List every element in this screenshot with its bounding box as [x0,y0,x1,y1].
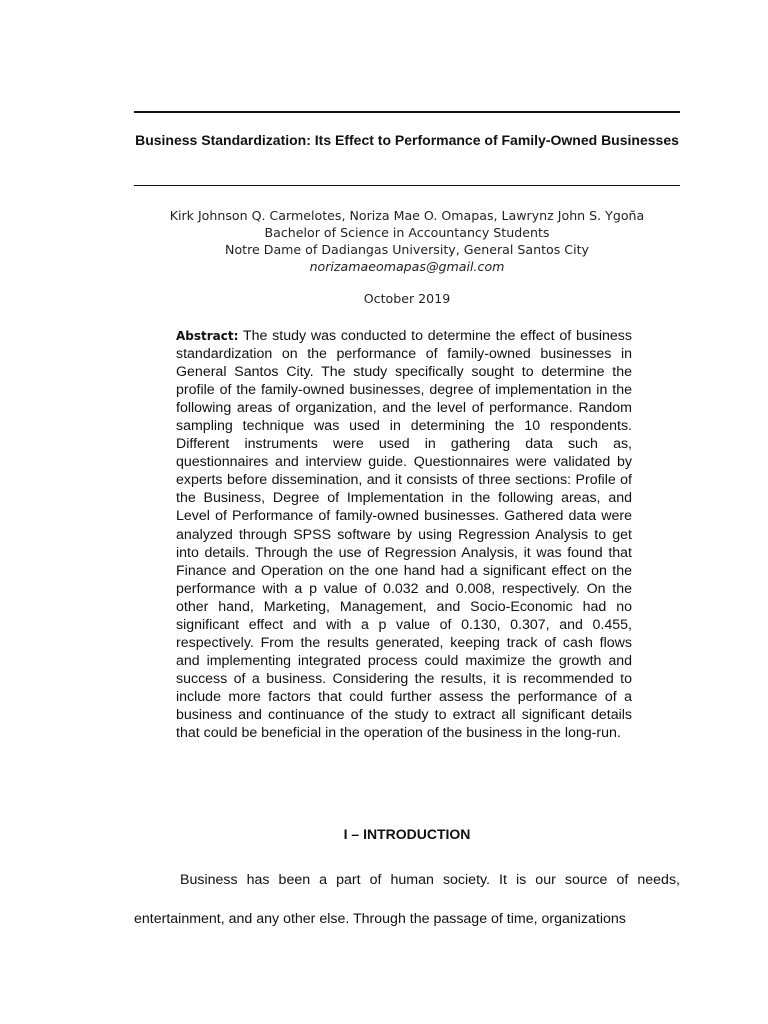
abstract-text: The study was conducted to determine the effect of business standardization on the performance of family-owned businesses in General Santos City. The study specifically sought to determine the profile of the family-owned businesses, degree of implementation in the following areas of organization, and the level of performance. Random sampling technique was used in determining the 10 respondents. Different instruments were used in gathering data such as, questionnaires and interview guide. Questionnaires were validated by experts before dissemination, and it consists of three sections: Profile of the Business, Degree of Implementation in the following areas, and Level of Performance of family-owned businesses. Gathered data were analyzed through SPSS software by using Regression Analysis to get into details. Through the use of Regression Analysis, it was found that Finance and Operation on the one hand had a significant effect on the performance with a p value of 0.032 and 0.008, respectively. On the other hand, Marketing, Management, and Socio-Economic had no significant effect and with a p value of 0.130, 0.307, and 0.455, respectively. From the results generated, keeping track of cash flows and implementing integrated process could maximize the growth and success of a business. Considering the results, it is recommended to include more factors that could further assess the performance of a business and continuance of the study to extract all significant details that could be beneficial in the operation of the business in the long-run. [176,328,632,742]
author-names: Kirk Johnson Q. Carmelotes, Noriza Mae O. Omapas, Lawrynz John S. Ygoña [169,208,645,223]
section-heading-introduction: I – INTRODUCTION [343,826,471,842]
top-rule [134,111,680,113]
abstract-label: Abstract: [176,329,239,343]
title-rule [134,185,680,186]
author-affiliation: Notre Dame of Dadiangas University, General Santos City [225,242,589,257]
paper-date: October 2019 [363,291,451,306]
author-block [134,207,680,275]
abstract [176,327,632,742]
paper-title: Business Standardization: Its Effect to Performance of Family-Owned Businesses [135,132,679,148]
author-program: Bachelor of Science in Accountancy Students [264,225,550,240]
introduction-paragraph: Business has been a part of human society. It is our source of needs, entertainment, and any other else. Through the passage of time, organizations [134,872,680,927]
author-email[interactable]: norizamaeomapas@gmail.com [309,259,505,274]
